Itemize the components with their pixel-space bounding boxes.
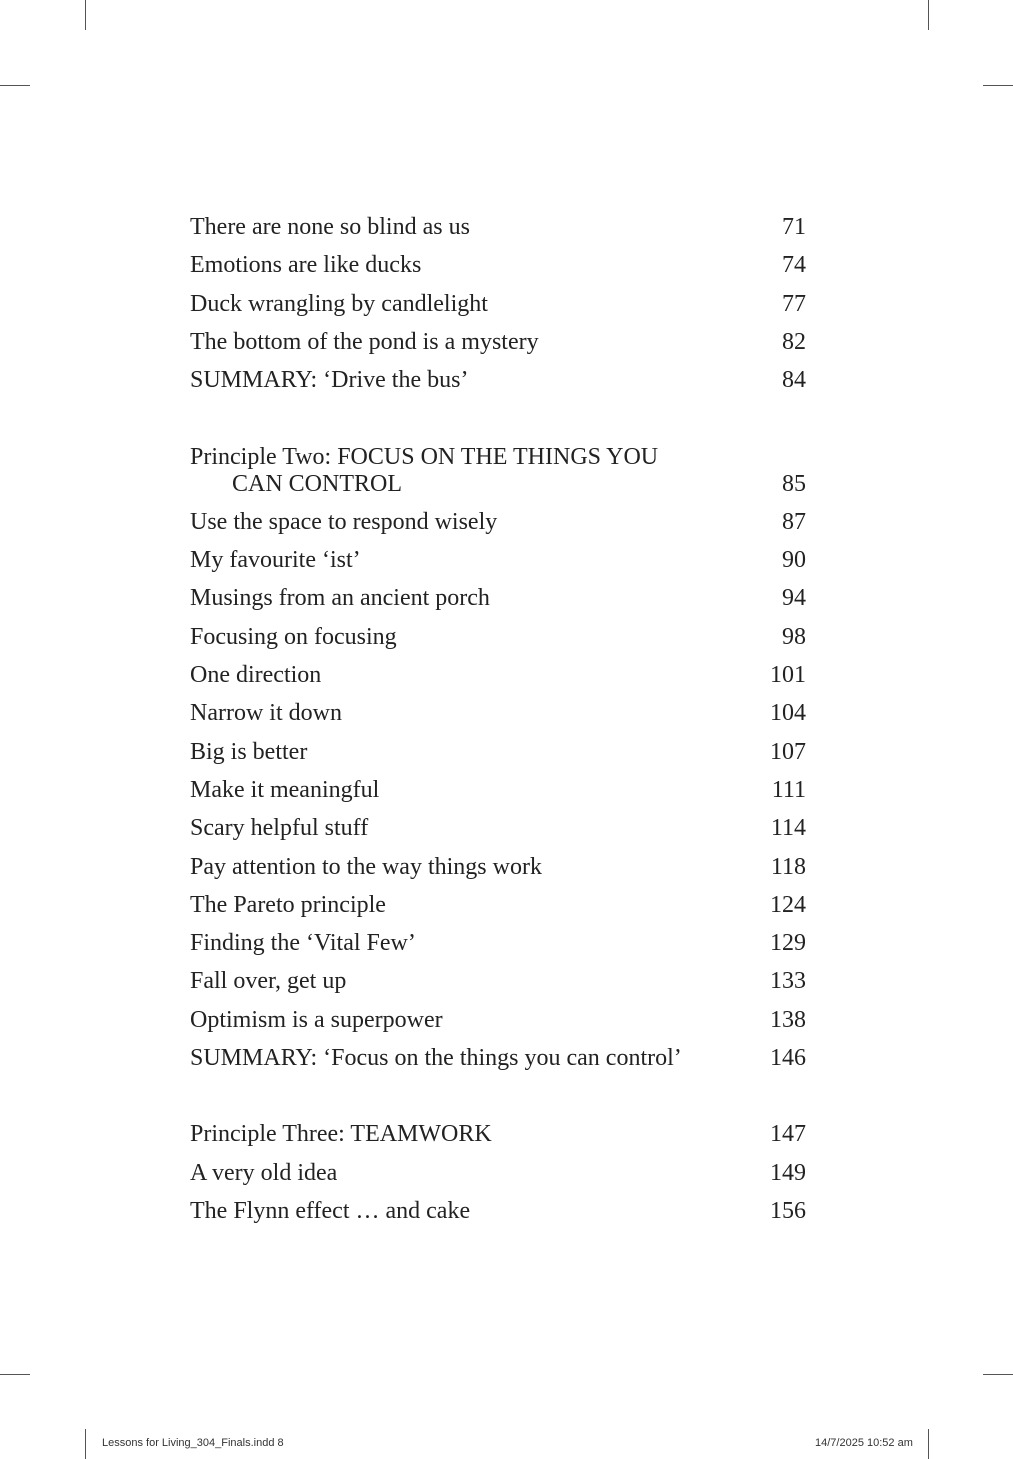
toc-entry-title: Emotions are like ducks: [190, 252, 422, 278]
toc-entry-page: 124: [770, 892, 806, 918]
toc-entry-page: 156: [770, 1198, 806, 1224]
toc-entry-page: 94: [782, 585, 806, 611]
toc-entry-title: Focusing on focusing: [190, 624, 397, 650]
toc-entry-title: Optimism is a superpower: [190, 1007, 443, 1033]
toc-entry-page: 84: [782, 367, 806, 393]
toc-entry-title: My favourite ‘ist’: [190, 547, 361, 573]
toc-entry-page: 138: [770, 1007, 806, 1033]
toc-entry-page: 77: [782, 291, 806, 317]
toc-entry-title: Make it meaningful: [190, 777, 380, 803]
toc-entry-title: The Pareto principle: [190, 892, 386, 918]
toc-entry-page: 147: [770, 1121, 806, 1147]
slug-filename: Lessons for Living_304_Finals.indd 8: [102, 1437, 284, 1449]
toc-entry-title: Narrow it down: [190, 700, 342, 726]
toc-entry-page: 90: [782, 547, 806, 573]
toc-entry-title: Fall over, get up: [190, 968, 347, 994]
toc-entry-page: 101: [770, 662, 806, 688]
toc-entry-title: The Flynn effect … and cake: [190, 1198, 471, 1224]
toc-entry-page: 146: [770, 1045, 806, 1071]
slug-datetime: 14/7/2025 10:52 am: [815, 1437, 913, 1449]
toc-entry-title: Principle Three: TEAMWORK: [190, 1121, 492, 1147]
toc-entry-title: Duck wrangling by candlelight: [190, 291, 488, 317]
toc-entry-page: 98: [782, 624, 806, 650]
toc-entry-page: 111: [771, 777, 806, 803]
toc-entry-title: Scary helpful stuff: [190, 815, 369, 841]
toc-entry-page: 114: [770, 815, 806, 841]
toc-entry-title: Finding the ‘Vital Few’: [190, 930, 416, 956]
toc-entry-page: 82: [782, 329, 806, 355]
toc-entry-title: Big is better: [190, 739, 308, 765]
toc-entry-page: 87: [782, 509, 806, 535]
toc-section-title-line2: CAN CONTROL: [232, 471, 403, 497]
toc-entry-page: 107: [770, 739, 806, 765]
toc-section-title-line1: Principle Two: FOCUS ON THE THINGS YOU: [190, 444, 659, 470]
toc-entry-page: 104: [770, 700, 806, 726]
toc-entry-page: 133: [770, 968, 806, 994]
toc-entry-page: 71: [782, 214, 806, 240]
toc-entry-page: 129: [770, 930, 806, 956]
toc-entry-page: 74: [782, 252, 806, 278]
toc-entry-page: 149: [770, 1160, 806, 1186]
toc-entry-title: SUMMARY: ‘Drive the bus’: [190, 367, 469, 393]
toc-entry-page: 118: [770, 854, 806, 880]
toc-entry-title: Pay attention to the way things work: [190, 854, 542, 880]
toc-entry-title: Musings from an ancient porch: [190, 585, 490, 611]
toc-entry-title: The bottom of the pond is a mystery: [190, 329, 539, 355]
toc-entry-title: A very old idea: [190, 1160, 338, 1186]
toc-entry-title: SUMMARY: ‘Focus on the things you can control’: [190, 1045, 682, 1071]
toc-entry-page: 85: [782, 471, 806, 497]
toc-entry-title: Use the space to respond wisely: [190, 509, 498, 535]
toc-entry-title: There are none so blind as us: [190, 214, 470, 240]
toc-entry-title: One direction: [190, 662, 322, 688]
